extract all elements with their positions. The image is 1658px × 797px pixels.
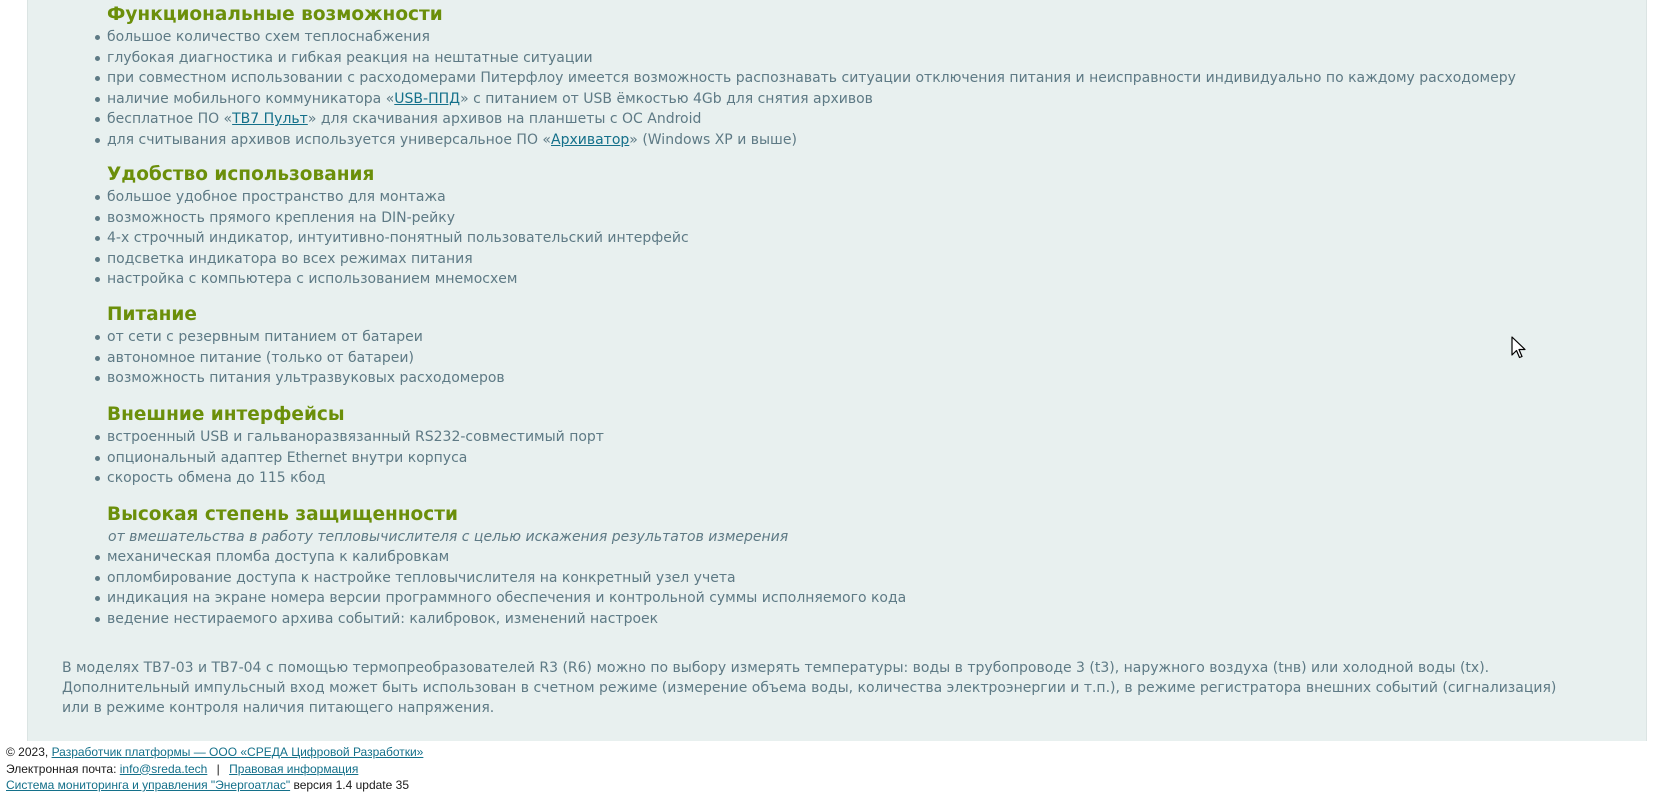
footer-separator: | [216,761,220,776]
section-title-power: Питание [107,304,197,325]
archivator-link[interactable]: Архиватор [551,131,630,148]
section-title-usability: Удобство использования [107,164,375,185]
email-label: Электронная почта: [6,761,117,776]
section-title-protection: Высокая степень защищенности [107,504,458,525]
power-list [107,327,505,389]
copyright-text: © 2023, [6,745,49,759]
list-item: бесплатное ПО «ТВ7 Пульт» для скачивания архивов на планшеты с ОС Android [107,109,1516,130]
section-features [107,3,1516,151]
list-item: возможность прямого крепления на DIN-рейку [107,208,689,229]
list-item: подсветка индикатора во всех режимах питания [107,249,689,270]
list-item: настройка с компьютера с использованием мнемосхем [107,269,689,290]
list-item: для считывания архивов используется универсальное ПО «Архиватор» (Windows XP и выше) [107,130,1516,151]
protection-list [107,547,906,629]
list-item: механическая пломба доступа к калибровкам [107,547,906,568]
list-item: глубокая диагностика и гибкая реакция на нештатные ситуации [107,48,1516,69]
developer-link[interactable]: Разработчик платформы — ООО «СРЕДА Цифровой Разработки» [51,745,424,759]
note-line-pulse-input: Дополнительный импульсный вход может быть использован в счетном режиме (измерение объема воды, количества электроэнергии и т.п.), в режиме регистратора внешних событий (сигнализация) или в режиме контроля наличия питающего напряжения. [62,680,1557,716]
footer-system-row [6,777,423,794]
section-title-features: Функциональные возможности [107,4,443,25]
list-item: ведение нестираемого архива событий: калибровок, изменений настроек [107,609,906,630]
footer-contact-row [6,761,423,778]
section-usability [107,163,689,290]
tv7-pult-link[interactable]: ТВ7 Пульт [232,111,308,128]
footer [6,744,423,794]
list-item: наличие мобильного коммуникатора «USB-ППД» с питанием от USB ёмкостью 4Gb для снятия архивов [107,89,1516,110]
model-notes [62,658,1582,718]
list-item: опломбирование доступа к настройке тепловычислителя на конкретный узел учета [107,568,906,589]
features-list [107,27,1516,151]
section-interfaces [107,403,604,489]
list-item: 4-х строчный индикатор, интуитивно-понятный пользовательский интерфейс [107,228,689,249]
list-item: большое удобное пространство для монтажа [107,187,689,208]
list-item: индикация на экране номера версии программного обеспечения и контрольной суммы исполняемого кода [107,588,906,609]
section-power [107,303,505,389]
note-line-temperature: В моделях ТВ7-03 и ТВ7-04 с помощью термопреобразователей R3 (R6) можно по выбору измерять температуры: воды в трубопроводе 3 (t3), наружного воздуха (tнв) или холодной воды (tх). [62,660,1490,676]
list-item: встроенный USB и гальваноразвязанный RS232-совместимый порт [107,427,604,448]
mouse-cursor-icon [1511,336,1527,360]
list-item: от сети с резервным питанием от батареи [107,327,505,348]
section-title-interfaces: Внешние интерфейсы [107,404,345,425]
list-item: опциональный адаптер Ethernet внутри корпуса [107,448,604,469]
list-item: большое количество схем теплоснабжения [107,27,1516,48]
interfaces-list [107,427,604,489]
list-item: возможность питания ультразвуковых расходомеров [107,368,505,389]
list-item: скорость обмена до 115 кбод [107,468,604,489]
section-protection [107,503,906,629]
usb-ppd-link[interactable]: USB-ППД [394,90,461,107]
email-link[interactable]: info@sreda.tech [119,761,208,776]
usability-list [107,187,689,290]
section-subtitle-protection: от вмешательства в работу тепловычислителя с целью искажения результатов измерения [108,529,789,545]
version-text: версия 1.4 update 35 [293,778,409,792]
footer-copyright-row [6,744,423,761]
list-item: автономное питание (только от батареи) [107,348,505,369]
list-item: при совместном использовании с расходомерами Питерфлоу имеется возможность распознавать ситуации отключения питания и неисправности индивидуально по каждому расходомеру [107,68,1516,89]
system-link[interactable]: Система мониторинга и управления "Энергоатлас" [6,778,291,792]
legal-info-link[interactable]: Правовая информация [229,761,359,776]
